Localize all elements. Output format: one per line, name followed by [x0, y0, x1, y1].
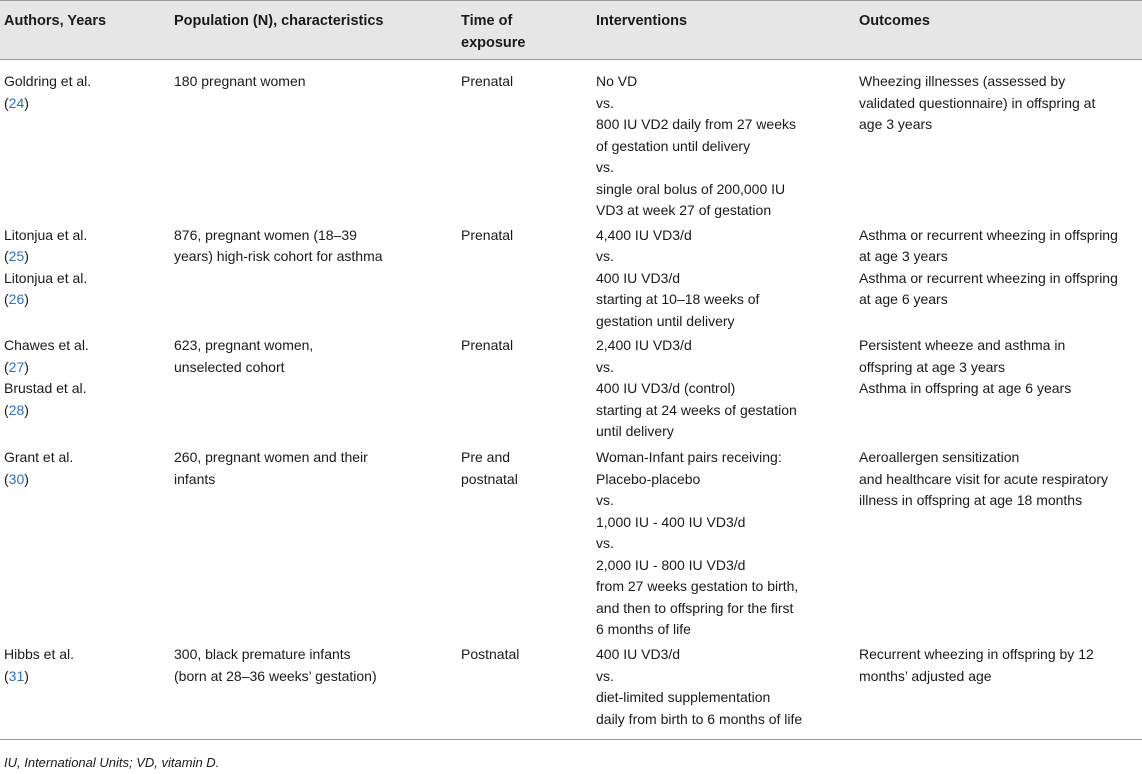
interventions-line: until delivery [596, 423, 674, 439]
population-line: 180 pregnant women [174, 73, 306, 89]
outcomes-cell [859, 222, 1142, 333]
interventions-cell [596, 222, 859, 333]
interventions-cell [596, 444, 859, 641]
population-cell [170, 60, 441, 222]
population-line: 623, pregnant women, [174, 337, 314, 353]
outcomes-cell [859, 444, 1142, 641]
outcomes-line: and healthcare visit for acute respiratory [859, 470, 1109, 487]
author-name: Goldring et al. [4, 73, 92, 89]
outcomes-line: validated questionnaire) in offspring at [859, 94, 1096, 111]
population-line: 300, black premature infants [174, 646, 351, 662]
time-cell [441, 222, 596, 333]
population-line: (born at 28–36 weeks’ gestation) [174, 667, 377, 684]
interventions-line: 400 IU VD3/d [596, 646, 681, 662]
time-cell [441, 332, 596, 444]
time-line: postnatal [461, 470, 518, 487]
citation-ref[interactable]: (25) [4, 248, 29, 264]
table-row [0, 60, 1142, 222]
authors-cell [0, 60, 170, 222]
interventions-line: 2,400 IU VD3/d [596, 337, 692, 353]
interventions-line: from 27 weeks gestation to birth, [596, 578, 799, 594]
outcomes-line: Asthma in offspring at age 6 years [859, 380, 1072, 396]
interventions-line: vs. [596, 535, 614, 551]
outcomes-line: Asthma or recurrent wheezing in offspring [859, 269, 1118, 286]
author-name: Grant et al. [4, 449, 74, 465]
author-name: Hibbs et al. [4, 646, 75, 662]
time-line: Prenatal [461, 337, 514, 353]
header-authors [0, 1, 170, 60]
interventions-line: vs. [596, 159, 614, 175]
interventions-line: diet-limited supplementation [596, 689, 771, 705]
interventions-line: 400 IU VD3/d (control) [596, 380, 736, 396]
header-population-label: Population (N), characteristics [174, 13, 384, 29]
interventions-line: vs. [596, 248, 614, 264]
time-line: Prenatal [461, 73, 514, 89]
interventions-line: starting at 24 weeks of gestation [596, 401, 797, 418]
population-line: infants [174, 470, 216, 487]
citation-ref[interactable]: (26) [4, 291, 29, 307]
interventions-line: starting at 10–18 weeks of [596, 291, 760, 307]
table-row [0, 641, 1142, 740]
time-cell [441, 444, 596, 641]
header-interventions [596, 1, 859, 60]
interventions-line: vs. [596, 358, 614, 375]
interventions-line: VD3 at week 27 of gestation [596, 202, 772, 218]
header-interventions-label: Interventions [596, 13, 688, 29]
author-name: Litonjua et al. [4, 269, 88, 286]
interventions-cell [596, 332, 859, 444]
citation-ref[interactable]: (24) [4, 94, 29, 111]
outcomes-line: Recurrent wheezing in offspring by 12 [859, 646, 1094, 662]
author-name: Litonjua et al. [4, 226, 88, 243]
authors-cell [0, 444, 170, 641]
author-name: Chawes et al. [4, 337, 89, 353]
table-row [0, 222, 1142, 333]
interventions-cell [596, 60, 859, 222]
interventions-line: 1,000 IU - 400 IU VD3/d [596, 513, 746, 530]
population-cell [170, 332, 441, 444]
outcomes-line: months’ adjusted age [859, 667, 992, 684]
time-cell [441, 60, 596, 222]
table-footnote: IU, International Units; VD, vitamin D. [4, 755, 220, 770]
time-line: Prenatal [461, 226, 514, 243]
interventions-line: vs. [596, 94, 614, 111]
interventions-line: of gestation until delivery [596, 137, 751, 154]
author-name: Brustad et al. [4, 380, 87, 396]
outcomes-line: Aeroallergen sensitization [859, 449, 1020, 465]
interventions-line: 6 months of life [596, 621, 691, 637]
population-cell [170, 222, 441, 333]
outcomes-line: offspring at age 3 years [859, 358, 1006, 375]
citation-ref[interactable]: (30) [4, 470, 29, 487]
time-line: Postnatal [461, 646, 520, 662]
outcomes-line: at age 6 years [859, 291, 948, 307]
population-line: 876, pregnant women (18–39 [174, 226, 357, 243]
authors-cell [0, 641, 170, 740]
population-cell [170, 641, 441, 740]
outcomes-cell [859, 60, 1142, 222]
header-population [170, 1, 441, 60]
interventions-line: 800 IU VD2 daily from 27 weeks [596, 116, 796, 132]
header-row [0, 1, 1142, 60]
outcomes-line: age 3 years [859, 116, 933, 132]
interventions-line: vs. [596, 492, 614, 508]
table-row [0, 444, 1142, 641]
interventions-line: and then to offspring for the first [596, 599, 794, 616]
header-outcomes-label: Outcomes [859, 13, 930, 29]
interventions-line: 400 IU VD3/d [596, 269, 681, 286]
outcomes-cell [859, 332, 1142, 444]
outcomes-line: illness in offspring at age 18 months [859, 492, 1083, 508]
outcomes-line: Wheezing illnesses (assessed by [859, 73, 1066, 89]
table-row [0, 332, 1142, 444]
header-outcomes [859, 1, 1142, 60]
interventions-line: daily from birth to 6 months of life [596, 710, 803, 727]
interventions-line: Woman-Infant pairs receiving: [596, 449, 782, 465]
interventions-cell [596, 641, 859, 740]
outcomes-line: Persistent wheeze and asthma in [859, 337, 1066, 353]
interventions-line: single oral bolus of 200,000 IU [596, 180, 786, 197]
header-time [441, 1, 596, 60]
citation-ref[interactable]: (27) [4, 358, 29, 375]
outcomes-line: Asthma or recurrent wheezing in offspring [859, 226, 1118, 243]
outcomes-line: at age 3 years [859, 248, 948, 264]
interventions-line: 4,400 IU VD3/d [596, 226, 692, 243]
population-cell [170, 444, 441, 641]
citation-ref[interactable]: (28) [4, 401, 29, 418]
time-line: Pre and [461, 449, 511, 465]
population-line: years) high-risk cohort for asthma [174, 248, 383, 264]
interventions-line: 2,000 IU - 800 IU VD3/d [596, 556, 746, 573]
outcomes-cell [859, 641, 1142, 740]
interventions-line: gestation until delivery [596, 312, 735, 329]
header-time-label: Time of exposure [461, 13, 526, 51]
citation-ref[interactable]: (31) [4, 667, 29, 684]
time-cell [441, 641, 596, 740]
header-authors-label: Authors, Years [4, 13, 107, 29]
interventions-line: vs. [596, 667, 614, 684]
population-line: 260, pregnant women and their [174, 449, 368, 465]
interventions-line: Placebo-placebo [596, 470, 701, 487]
population-line: unselected cohort [174, 358, 285, 375]
authors-cell [0, 332, 170, 444]
interventions-line: No VD [596, 73, 638, 89]
authors-cell [0, 222, 170, 333]
